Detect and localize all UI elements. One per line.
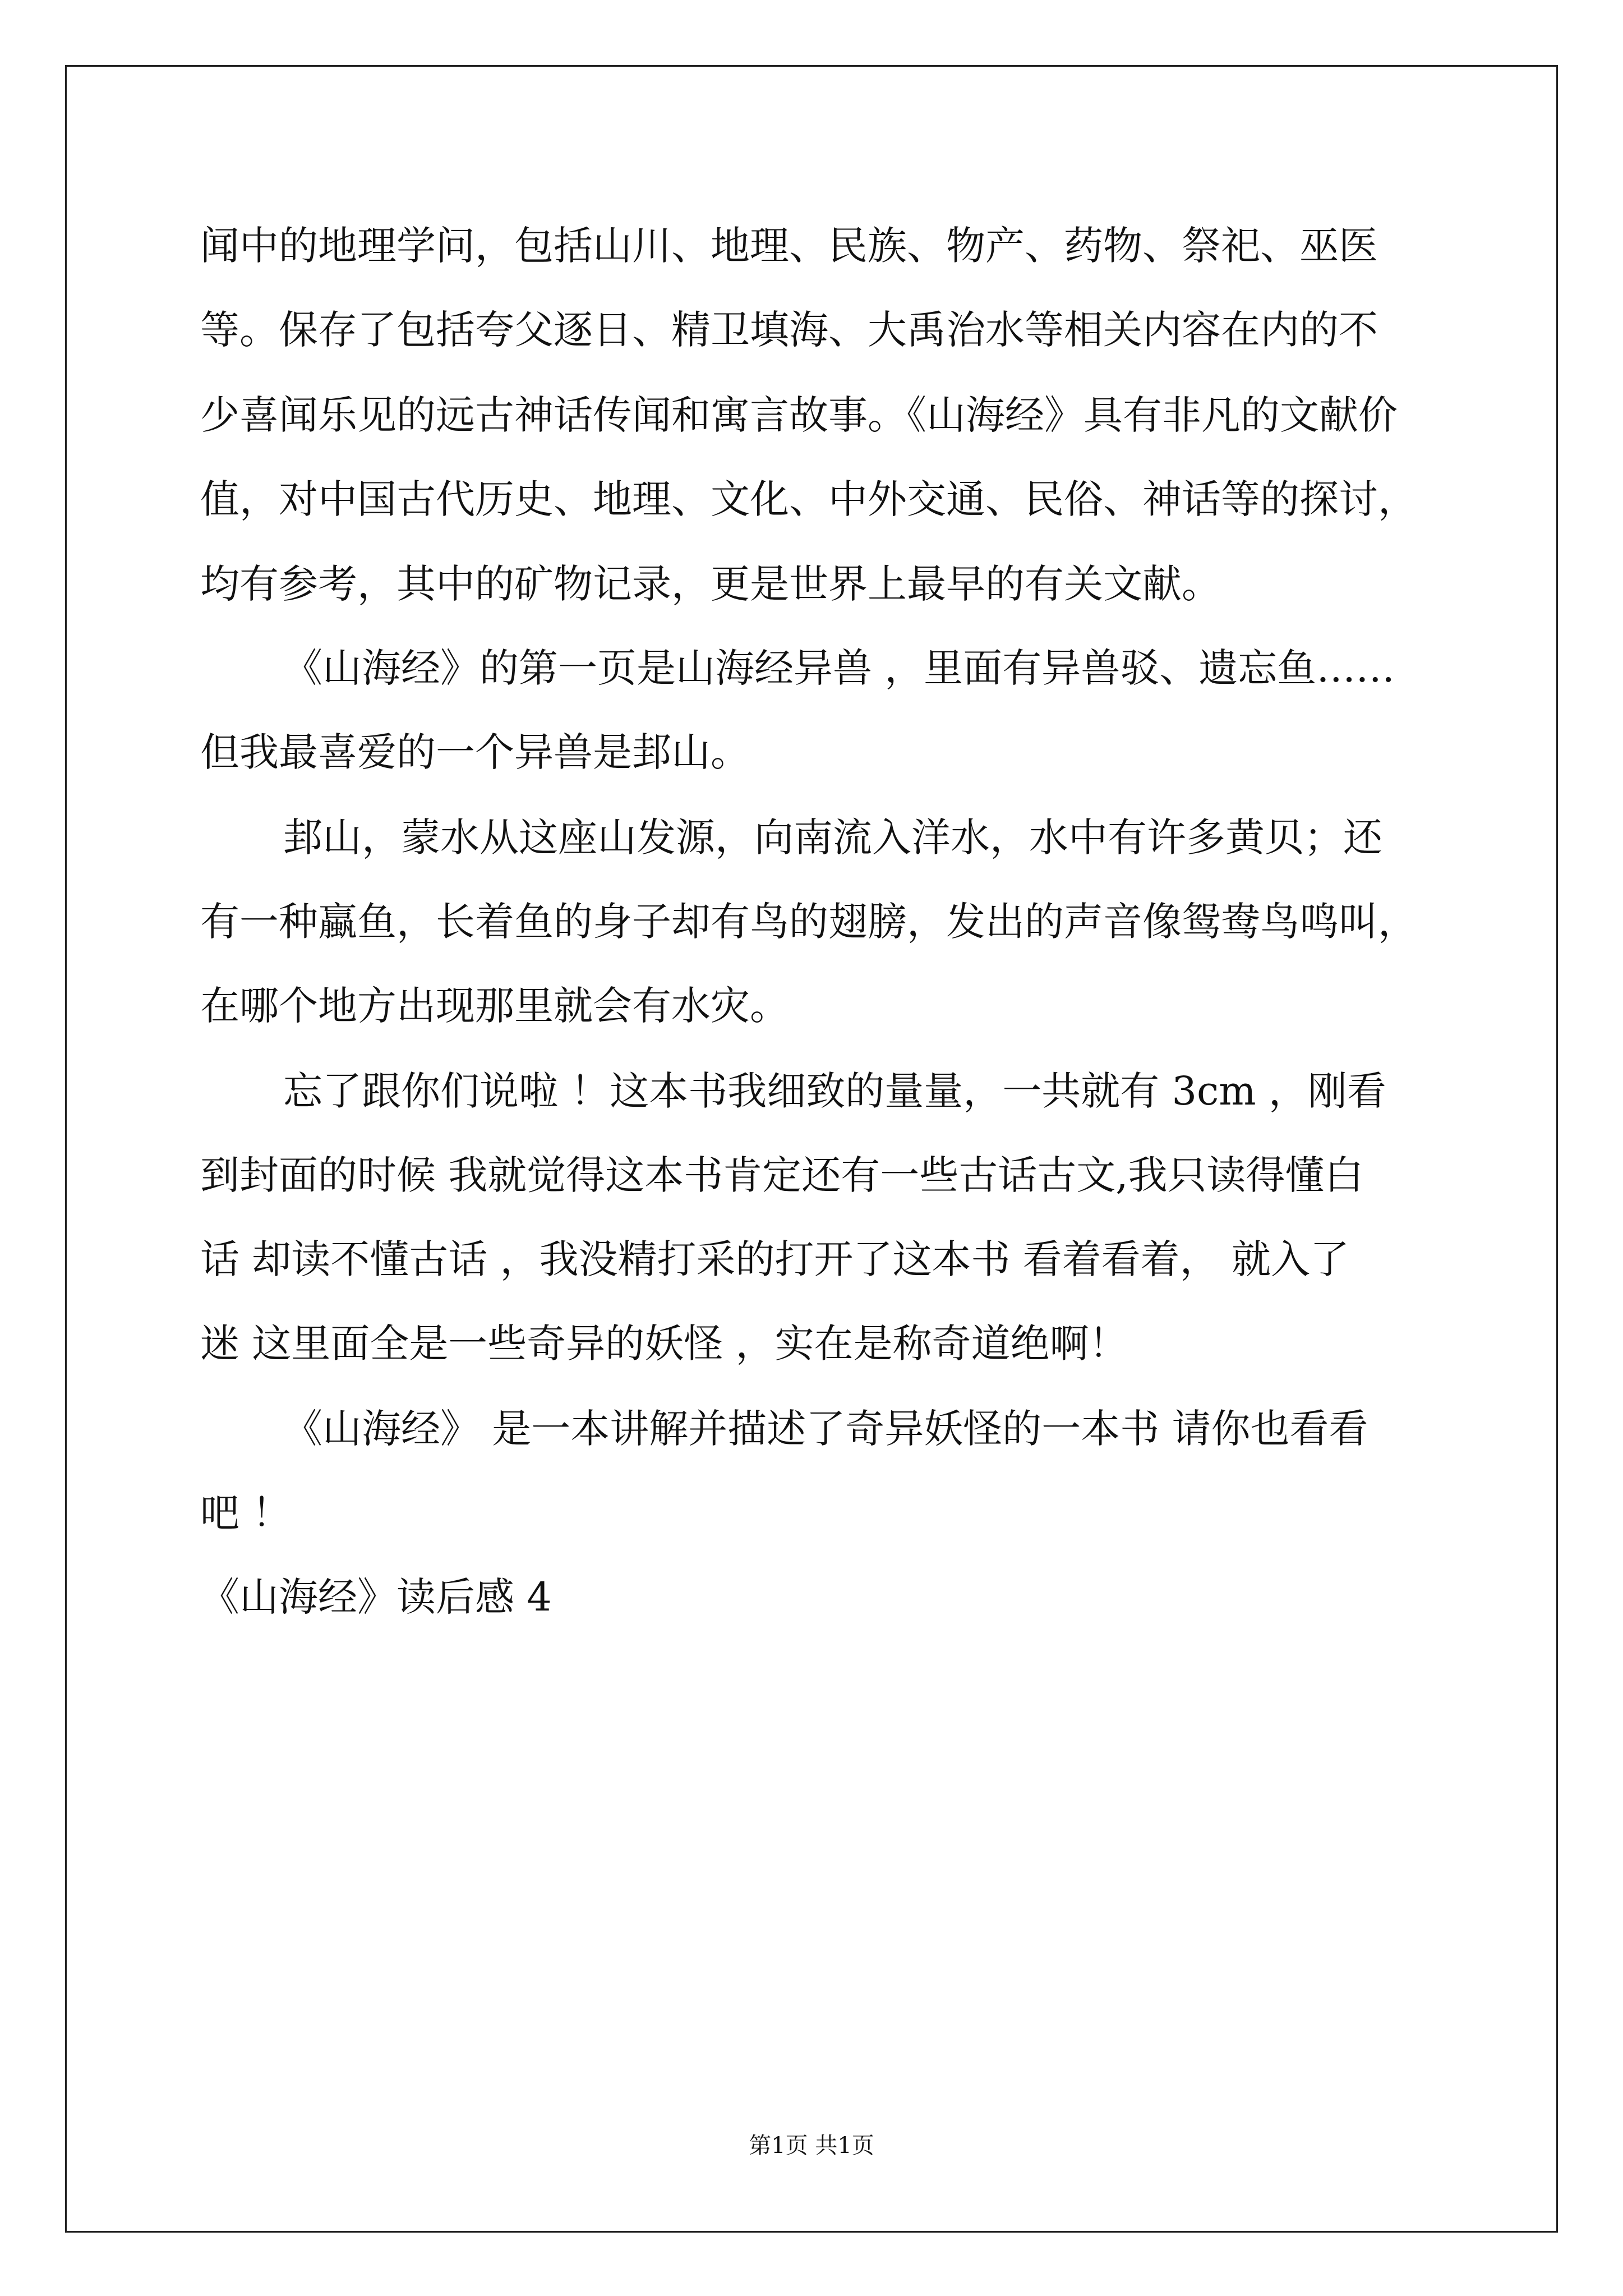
paragraph-line: 等。保存了包括夸父逐日、精卫填海、大禹治水等相关内容在内的不 (200, 307, 1378, 353)
paragraph-line: 《山海经》的第一页是山海经异兽 ，里面有异兽驳、遗忘鱼…… (283, 645, 1395, 691)
paragraph-line: 均有参考，其中的矿物记录，更是世界上最早的有关文献。 (200, 561, 1221, 607)
paragraph-line: 话 却读不懂古话 ，我没精打采的打开了这本书 看着看着， 就入了 (200, 1236, 1350, 1282)
page-footer: 第1页 共1页 (749, 2133, 874, 2159)
paragraph-line: 在哪个地方出现那里就会有水灾。 (200, 983, 789, 1029)
paragraph-line: 但我最喜爱的一个异兽是邽山。 (200, 729, 750, 775)
section-heading: 《山海经》读后感 4 (200, 1574, 552, 1620)
paragraph-line: 《山海经》 是一本讲解并描述了奇异妖怪的一本书 请你也看看 (283, 1406, 1368, 1452)
paragraph-line: 邽山，蒙水从这座山发源，向南流入洋水，水中有许多黄贝；还 (283, 815, 1382, 861)
paragraph-line: 闻中的地理学问，包括山川、地理、民族、物产、药物、祭祀、巫医 (200, 223, 1378, 269)
page-border (65, 65, 1558, 2233)
paragraph-line: 值，对中国古代历史、地理、文化、中外交通、民俗、神话等的探讨， (200, 476, 1417, 522)
paragraph-line: 吧 ！ (200, 1490, 292, 1536)
paragraph-line: 忘了跟你们说啦 ！这本书我细致的量量，一共就有 3cm ，刚看 (283, 1068, 1386, 1114)
paragraph-line: 到封面的时候 我就觉得这本书肯定还有一些古话古文,我只读得懂白 (200, 1152, 1364, 1198)
paragraph-line: 少喜闻乐见的远古神话传闻和寓言故事。《山海经》具有非凡的文献价 (200, 392, 1398, 438)
paragraph-line: 有一种蠃鱼，长着鱼的身子却有鸟的翅膀，发出的声音像鸳鸯鸟鸣叫， (200, 899, 1417, 945)
paragraph-line: 迷 这里面全是一些奇异的妖怪 ，实在是称奇道绝啊！ (200, 1320, 1128, 1366)
